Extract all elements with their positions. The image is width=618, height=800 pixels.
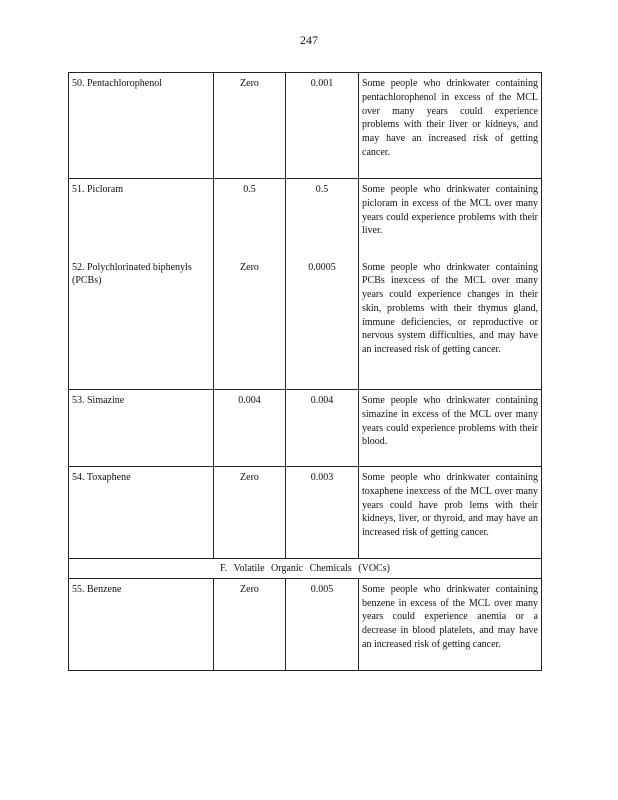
page-number: 247 [300,33,318,47]
contaminant-name: 52. Polychlorinated biphenyls (PCBs) [69,257,214,390]
mclg-value: 0.5 [214,179,286,257]
mcl-value: 0.003 [286,467,359,559]
mcl-value: 0.0005 [286,257,359,390]
health-effect: Some people who drinkwater containing PCBs inexcess of the MCL over many years could experience changes in their skin, problems with their thymus gland, immune deficiencies, or reproductive or nervous system difficulties, and may have an increased risk of getting cancer. [359,257,542,390]
mcl-value: 0.001 [286,73,359,179]
health-effect: Some people who drinkwater containing simazine in excess of the MCL over many years could experience problems with their blood. [359,390,542,467]
mcl-value: 0.004 [286,390,359,467]
health-effect: Some people who drinkwater containing benzene in excess of the MCL over many years could experience anemia or a decrease in blood platelets, and may have an increased risk of getting cancer. [359,578,542,670]
health-effect: Some people who drinkwater containing picloram in excess of the MCL over many years could experience problems with their liver. [359,179,542,257]
contaminant-name: 55. Benzene [69,578,214,670]
section-heading [69,559,542,579]
contaminant-table [68,72,542,671]
mclg-value: Zero [214,467,286,559]
mclg-value: 0.004 [214,390,286,467]
table-row [69,390,542,467]
health-effect: Some people who drinkwater containing pentachlorophenol in excess of the MCL over many years could experience problems with their liver or kidneys, and may have an increased risk of getting cancer. [359,73,542,179]
table-row [69,73,542,179]
contaminant-name: 51. Picloram [69,179,214,257]
table-row [69,179,542,257]
mclg-value: Zero [214,257,286,390]
mclg-value: Zero [214,73,286,179]
table-row [69,578,542,670]
contaminant-name: 50. Pentachlorophenol [69,73,214,179]
health-effect: Some people who drinkwater containing toxaphene inexcess of the MCL over many years could have prob lems with their kidneys, liver, or thyroid, and may have an increased risk of getting cancer. [359,467,542,559]
mcl-value: 0.005 [286,578,359,670]
contaminant-name: 53. Simazine [69,390,214,467]
mcl-value: 0.5 [286,179,359,257]
section-label: F. Volatile Organic Chemicals (VOCs) [220,563,390,574]
section-header-row [69,559,542,579]
table-row [69,467,542,559]
contaminant-name: 54. Toxaphene [69,467,214,559]
table-row [69,257,542,390]
mclg-value: Zero [214,578,286,670]
